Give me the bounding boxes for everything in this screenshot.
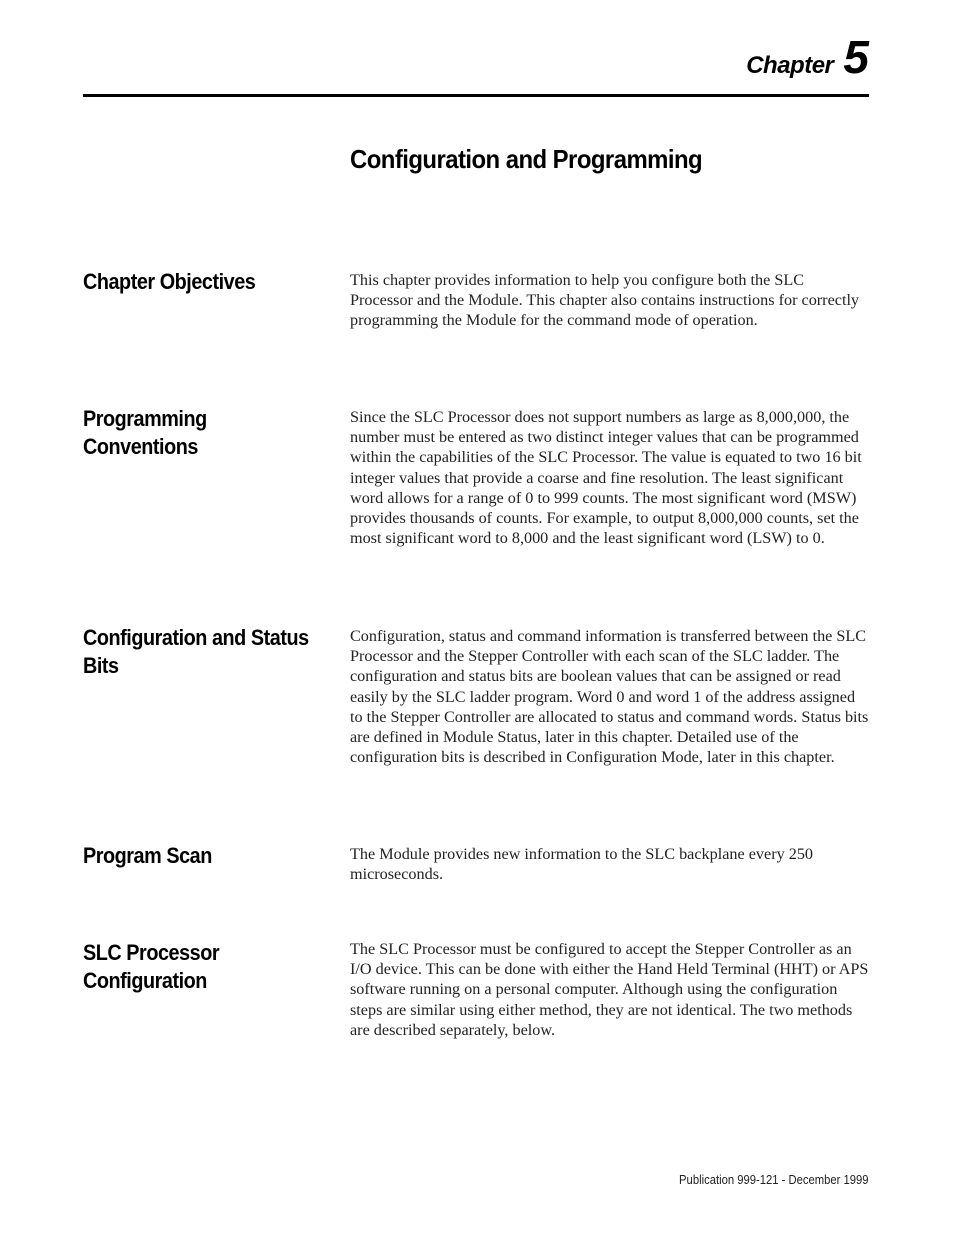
- section-body: The Module provides new information to the SLC backplane every 250 microseconds.: [350, 845, 814, 884]
- section-body: Configuration, status and command information is transferred between the SLC Processor and the Stepper Controller with each scan of the SLC ladder. The configuration and status bits are boolean values that can be assigned or read easily by the SLC ladder program. Word 0 and word 1 of the address assigned to the Stepper Controller are allocated to status and command words. Status bits are defined in Module Status, later in this chapter. Detailed use of the configuration bits is described in Configuration Mode, later in this chapter.: [350, 627, 869, 767]
- section-body: The SLC Processor must be configured to accept the Stepper Controller as an I/O device. This can be done with either the Hand Held Terminal (HHT) or APS software running on a personal computer. Although using the configuration steps are similar using either method, they are not identical. The two methods are described separately, below.: [350, 940, 869, 1039]
- chapter-label: Chapter: [746, 52, 834, 79]
- header-rule: [83, 94, 869, 97]
- section-body: Since the SLC Processor does not support numbers as large as 8,000,000, the number must be entered as two distinct integer values that can be programmed within the capabilities of the SLC Processor. The value is equated to two 16 bit integer values that provide a coarse and fine resolution. The least significant word allows for a range of 0 to 999 counts. The most significant word (MSW) provides thousands of counts. For example, to output 8,000,000 counts, set the most significant word to 8,000 and the least significant word (LSW) to 0.: [350, 408, 862, 548]
- chapter-header: [746, 31, 869, 83]
- section-heading: Program Scan: [83, 843, 212, 868]
- section-heading: Programming Conventions: [83, 406, 207, 459]
- chapter-number: 5: [843, 31, 869, 83]
- section-heading: Configuration and Status Bits: [83, 625, 309, 678]
- publication-footer: Publication 999-121 - December 1999: [679, 1173, 869, 1187]
- page-title: Configuration and Programming: [350, 144, 703, 174]
- section-heading: Chapter Objectives: [83, 269, 256, 294]
- section-body: This chapter provides information to help you configure both the SLC Processor and the Module. This chapter also contains instructions for correctly programming the Module for the command mode of operation.: [350, 271, 860, 330]
- section-heading: SLC Processor Configuration: [83, 940, 220, 993]
